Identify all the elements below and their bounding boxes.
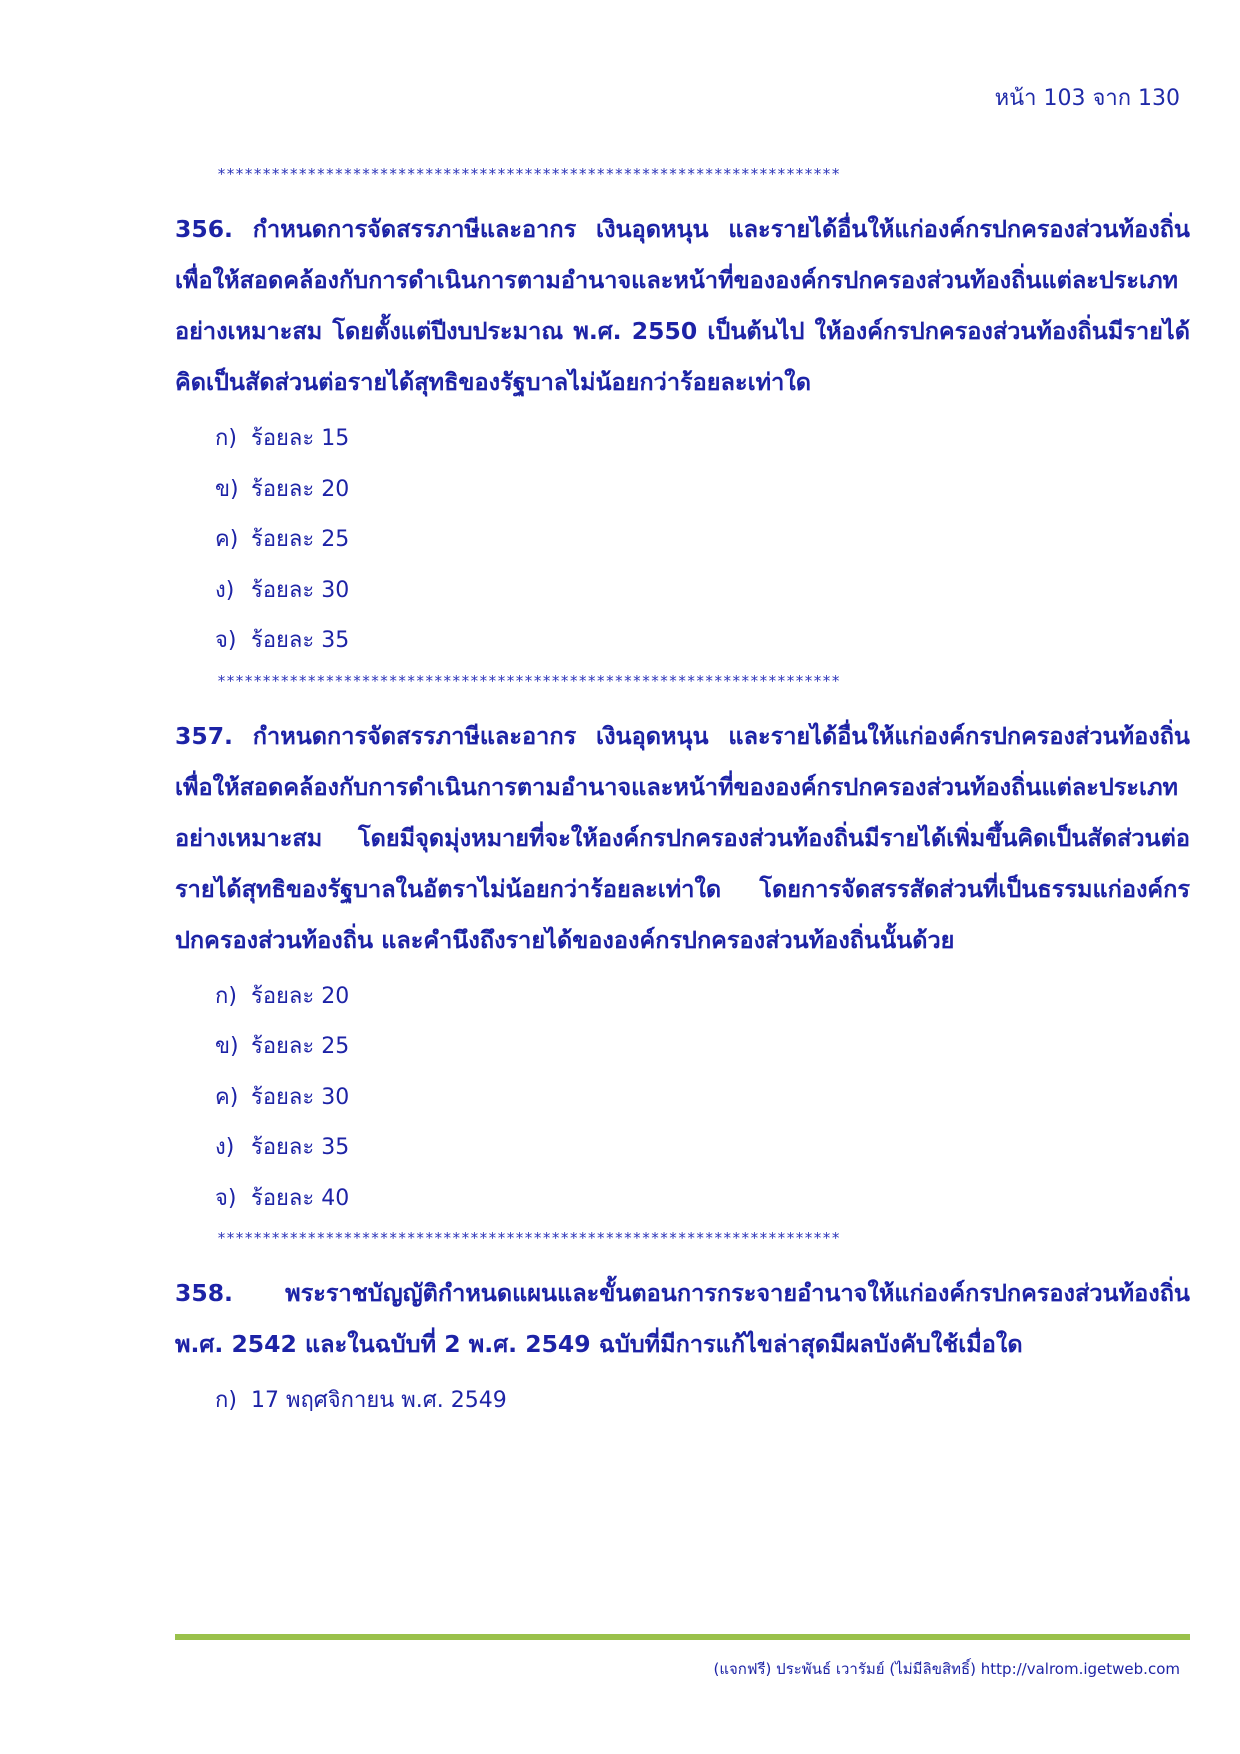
option-item bbox=[175, 616, 1190, 667]
option-item bbox=[175, 972, 1190, 1023]
question-356 bbox=[175, 204, 1190, 667]
question-text: 357. กำหนดการจัดสรรภาษีและอากร เงินอุดหนุน และรายได้อื่นให้แก่องค์กรปกครองส่วนท้องถิ่นเพื่อให้สอดคล้องกับการดำเนินการตามอำนาจและหน้าที่ขององค์กรปกครองส่วนท้องถิ่นแต่ละประเภทอย่างเหมาะสม โดยมีจุดมุ่งหมายที่จะให้องค์กรปกครองส่วนท้องถิ่นมีรายได้เพิ่มขึ้นคิดเป็นสัดส่วนต่อรายได้สุทธิของรัฐบาลในอัตราไม่น้อยกว่าร้อยละเท่าใด โดยการจัดสรรสัดส่วนที่เป็นธรรมแก่องค์กรปกครองส่วนท้องถิ่น และคำนึงถึงรายได้ขององค์กรปกครองส่วนท้องถิ่นนั้นด้วย bbox=[175, 721, 1190, 954]
option-text: ร้อยละ 25 bbox=[251, 1034, 350, 1059]
option-letter: ข) bbox=[215, 1034, 239, 1059]
option-item bbox=[175, 414, 1190, 465]
page-number: หน้า 103 จาก 130 bbox=[994, 86, 1180, 111]
document-body bbox=[175, 160, 1190, 1427]
option-text: ร้อยละ 15 bbox=[251, 426, 350, 451]
option-item bbox=[175, 1123, 1190, 1174]
question-358 bbox=[175, 1268, 1190, 1427]
option-text: 17 พฤศจิกายน พ.ศ. 2549 bbox=[251, 1388, 507, 1413]
question-357 bbox=[175, 711, 1190, 1225]
footer-divider bbox=[175, 1634, 1190, 1640]
option-letter: ข) bbox=[215, 476, 239, 502]
option-text: ร้อยละ 25 bbox=[251, 527, 350, 552]
option-item bbox=[175, 1174, 1190, 1225]
option-text: ร้อยละ 40 bbox=[251, 1185, 350, 1211]
option-text: ร้อยละ 20 bbox=[251, 983, 350, 1009]
option-item bbox=[175, 566, 1190, 617]
option-text: ร้อยละ 30 bbox=[251, 1084, 350, 1110]
option-item bbox=[175, 515, 1190, 566]
option-text: ร้อยละ 35 bbox=[251, 628, 350, 653]
option-item bbox=[175, 1073, 1190, 1124]
option-item bbox=[175, 1022, 1190, 1073]
footer-credit: (แจกฟรี) ประพันธ์ เวารัมย์ (ไม่มีลิขสิทธิ์) http://valrom.igetweb.com bbox=[713, 1660, 1180, 1678]
option-text: ร้อยละ 20 bbox=[251, 476, 350, 502]
option-letter: ง) bbox=[215, 577, 235, 603]
option-list bbox=[175, 972, 1190, 1225]
option-letter: จ) bbox=[215, 1185, 237, 1211]
option-letter: ง) bbox=[215, 1135, 235, 1160]
option-letter: จ) bbox=[215, 628, 237, 653]
option-item bbox=[175, 465, 1190, 516]
option-letter: ก) bbox=[215, 1388, 237, 1413]
option-letter: ค) bbox=[215, 1084, 239, 1110]
option-item bbox=[175, 1376, 1190, 1427]
option-letter: ก) bbox=[215, 983, 237, 1009]
option-letter: ค) bbox=[215, 527, 239, 552]
option-letter: ก) bbox=[215, 426, 237, 451]
question-text: 358. พระราชบัญญัติกำหนดแผนและขั้นตอนการกระจายอำนาจให้แก่องค์กรปกครองส่วนท้องถิ่น พ.ศ. 2542 และในฉบับที่ 2 พ.ศ. 2549 ฉบับที่มีการแก้ไขล่าสุดมีผลบังคับใช้เมื่อใด bbox=[175, 1279, 1190, 1358]
option-text: ร้อยละ 35 bbox=[251, 1135, 350, 1160]
separator: ********************************************************************* bbox=[217, 1229, 841, 1247]
option-list bbox=[175, 414, 1190, 667]
option-list bbox=[175, 1376, 1190, 1427]
separator: ********************************************************************* bbox=[217, 165, 841, 183]
question-text: 356. กำหนดการจัดสรรภาษีและอากร เงินอุดหนุน และรายได้อื่นให้แก่องค์กรปกครองส่วนท้องถิ่นเพื่อให้สอดคล้องกับการดำเนินการตามอำนาจและหน้าที่ขององค์กรปกครองส่วนท้องถิ่นแต่ละประเภทอย่างเหมาะสม โดยตั้งแต่ปีงบประมาณ พ.ศ. 2550 เป็นต้นไป ให้องค์กรปกครองส่วนท้องถิ่นมีรายได้คิดเป็นสัดส่วนต่อรายได้สุทธิของรัฐบาลไม่น้อยกว่าร้อยละเท่าใด bbox=[175, 215, 1190, 396]
separator: ********************************************************************* bbox=[217, 671, 841, 690]
option-text: ร้อยละ 30 bbox=[251, 577, 350, 603]
